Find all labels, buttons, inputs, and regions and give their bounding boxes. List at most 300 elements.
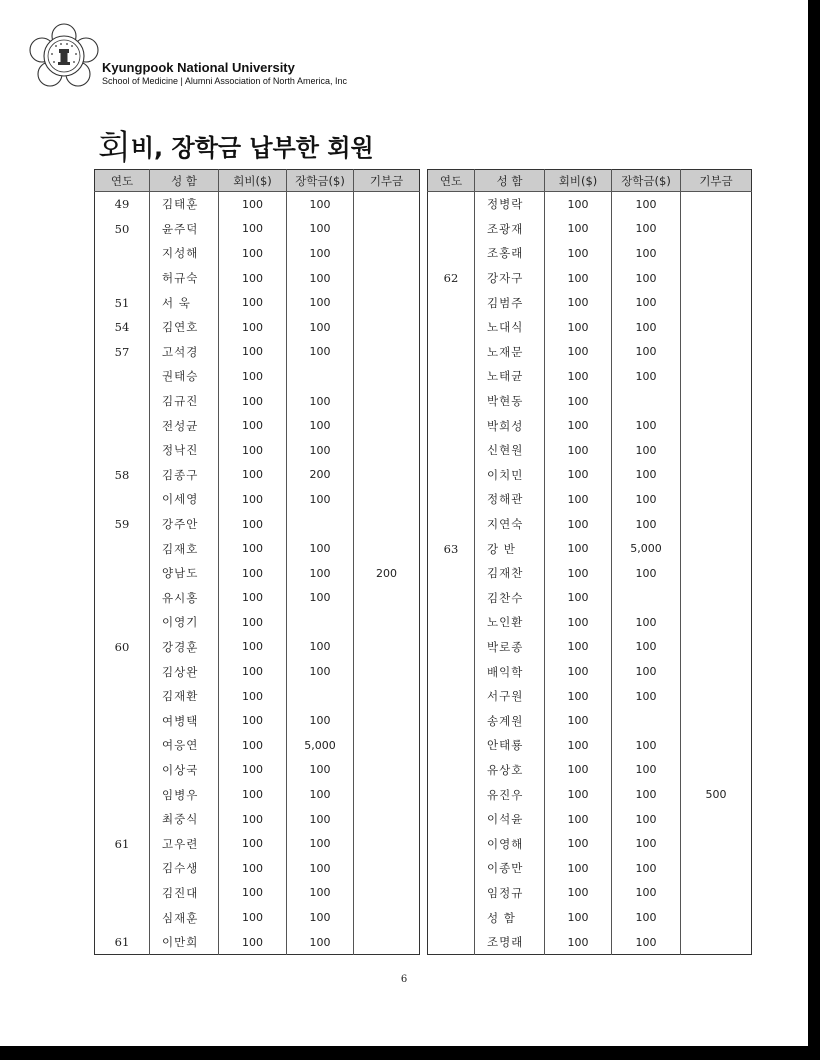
year-cell <box>95 561 150 586</box>
year-cell <box>428 340 475 365</box>
fee-cell: 100 <box>219 758 287 783</box>
donation-cell <box>681 807 752 832</box>
name-cell: 김재호 <box>150 536 219 561</box>
year-cell <box>428 217 475 242</box>
scholarship-cell <box>612 389 681 414</box>
scholarship-cell: 100 <box>287 881 354 906</box>
fee-cell: 100 <box>545 831 612 856</box>
scholarship-cell: 100 <box>287 708 354 733</box>
fee-cell: 100 <box>219 463 287 488</box>
year-cell <box>428 413 475 438</box>
name-cell: 노대식 <box>475 315 545 340</box>
scholarship-cell: 100 <box>612 856 681 881</box>
table-row <box>95 241 420 266</box>
scholarship-cell: 100 <box>287 266 354 291</box>
scholarship-cell: 100 <box>287 315 354 340</box>
name-cell: 여응연 <box>150 733 219 758</box>
table-row <box>428 758 752 783</box>
table-row <box>95 930 420 955</box>
name-cell: 김찬수 <box>475 586 545 611</box>
table-row <box>95 315 420 340</box>
university-name: Kyungpook National University <box>102 60 295 75</box>
table-row <box>95 217 420 242</box>
name-cell: 강 반 <box>475 536 545 561</box>
donation-cell <box>354 758 420 783</box>
fee-cell: 100 <box>219 536 287 561</box>
donation-cell <box>354 364 420 389</box>
scholarship-cell <box>287 364 354 389</box>
fee-cell: 100 <box>545 733 612 758</box>
donation-cell <box>681 758 752 783</box>
fee-cell: 100 <box>219 881 287 906</box>
donation-cell <box>681 217 752 242</box>
scholarship-cell: 100 <box>287 930 354 955</box>
fee-cell: 100 <box>219 241 287 266</box>
col-donation-header: 기부금 <box>354 170 420 192</box>
fee-cell: 100 <box>545 266 612 291</box>
fee-cell: 100 <box>219 659 287 684</box>
scholarship-cell: 100 <box>612 831 681 856</box>
donation-cell <box>681 733 752 758</box>
name-cell: 강경훈 <box>150 635 219 660</box>
scholarship-cell: 100 <box>287 782 354 807</box>
table-row <box>95 659 420 684</box>
fee-cell: 100 <box>545 290 612 315</box>
year-cell <box>428 364 475 389</box>
name-cell: 이세영 <box>150 487 219 512</box>
title-first-char: 회 <box>98 128 131 168</box>
table-row <box>95 586 420 611</box>
donation-cell <box>354 192 420 217</box>
scholarship-cell <box>287 610 354 635</box>
year-cell <box>95 659 150 684</box>
members-table-left <box>94 169 420 955</box>
name-cell: 박로종 <box>475 635 545 660</box>
university-logo-icon <box>28 22 100 88</box>
donation-cell <box>354 315 420 340</box>
scholarship-cell: 100 <box>287 635 354 660</box>
name-cell: 김태훈 <box>150 192 219 217</box>
title-rest: 비, 장학금 납부한 회원 <box>130 134 374 162</box>
donation-cell: 500 <box>681 782 752 807</box>
table-row <box>95 413 420 438</box>
year-cell <box>428 463 475 488</box>
scholarship-cell: 100 <box>612 782 681 807</box>
donation-cell <box>681 364 752 389</box>
col-donation-header: 기부금 <box>681 170 752 192</box>
name-cell: 유진우 <box>475 782 545 807</box>
fee-cell: 100 <box>545 782 612 807</box>
table-row <box>95 758 420 783</box>
year-cell <box>428 315 475 340</box>
table-row <box>428 463 752 488</box>
name-cell: 김수생 <box>150 856 219 881</box>
fee-cell: 100 <box>545 586 612 611</box>
year-cell: 50 <box>114 221 130 236</box>
fee-cell: 100 <box>219 610 287 635</box>
fee-cell: 100 <box>545 536 612 561</box>
donation-cell <box>354 389 420 414</box>
fee-cell: 100 <box>545 438 612 463</box>
name-cell: 양남도 <box>150 561 219 586</box>
table-row <box>95 684 420 709</box>
year-cell <box>428 635 475 660</box>
scholarship-cell: 100 <box>287 389 354 414</box>
scholarship-cell: 100 <box>287 241 354 266</box>
scholarship-cell: 100 <box>287 487 354 512</box>
fee-cell: 100 <box>219 438 287 463</box>
name-cell: 이만희 <box>150 930 219 955</box>
name-cell: 박현동 <box>475 389 545 414</box>
donation-cell <box>681 635 752 660</box>
name-cell: 강자구 <box>475 266 545 291</box>
scholarship-cell: 100 <box>612 217 681 242</box>
name-cell: 전성균 <box>150 413 219 438</box>
table-row <box>428 413 752 438</box>
scholarship-cell <box>287 684 354 709</box>
fee-cell: 100 <box>219 930 287 955</box>
year-cell <box>95 413 150 438</box>
scholarship-cell: 200 <box>287 463 354 488</box>
donation-cell <box>681 438 752 463</box>
name-cell: 이영해 <box>475 831 545 856</box>
donation-cell <box>681 708 752 733</box>
table-row <box>428 487 752 512</box>
donation-cell <box>681 536 752 561</box>
donation-cell <box>354 536 420 561</box>
table-row <box>428 290 752 315</box>
donation-cell <box>681 561 752 586</box>
year-cell <box>428 610 475 635</box>
name-cell: 이치민 <box>475 463 545 488</box>
fee-cell: 100 <box>219 413 287 438</box>
fee-cell: 100 <box>219 512 287 537</box>
name-cell: 노인환 <box>475 610 545 635</box>
donation-cell <box>354 733 420 758</box>
name-cell: 고석경 <box>150 340 219 365</box>
table-row <box>428 733 752 758</box>
fee-cell: 100 <box>219 487 287 512</box>
donation-cell <box>681 192 752 217</box>
name-cell: 정해관 <box>475 487 545 512</box>
year-cell: 61 <box>114 935 130 950</box>
year-cell <box>428 241 475 266</box>
col-scholarship-header: 장학금($) <box>287 170 354 192</box>
name-cell: 조명래 <box>475 930 545 955</box>
year-cell <box>428 586 475 611</box>
scholarship-cell: 100 <box>612 192 681 217</box>
table-row <box>428 536 752 561</box>
year-cell <box>95 536 150 561</box>
table-row <box>95 807 420 832</box>
page-title <box>98 120 374 169</box>
year-cell <box>95 610 150 635</box>
name-cell: 최중식 <box>150 807 219 832</box>
fee-cell: 100 <box>545 905 612 930</box>
table-row <box>428 856 752 881</box>
fee-cell: 100 <box>219 340 287 365</box>
year-cell <box>428 684 475 709</box>
name-cell: 임정규 <box>475 881 545 906</box>
name-cell: 김연호 <box>150 315 219 340</box>
donation-cell <box>681 389 752 414</box>
scholarship-cell: 100 <box>287 192 354 217</box>
table-row <box>428 684 752 709</box>
name-cell: 이석윤 <box>475 807 545 832</box>
table-row <box>428 241 752 266</box>
scholarship-cell <box>287 512 354 537</box>
name-cell: 김범주 <box>475 290 545 315</box>
table-row <box>95 905 420 930</box>
fee-cell: 100 <box>545 389 612 414</box>
name-cell: 김상완 <box>150 659 219 684</box>
name-cell: 노태균 <box>475 364 545 389</box>
year-cell <box>95 708 150 733</box>
members-table-right <box>427 169 752 955</box>
scholarship-cell: 100 <box>287 290 354 315</box>
name-cell: 이영기 <box>150 610 219 635</box>
fee-cell: 100 <box>545 413 612 438</box>
donation-cell <box>354 290 420 315</box>
donation-cell <box>354 586 420 611</box>
donation-cell <box>354 905 420 930</box>
name-cell: 안태룡 <box>475 733 545 758</box>
name-cell: 서 욱 <box>150 290 219 315</box>
donation-cell <box>681 290 752 315</box>
donation-cell <box>681 856 752 881</box>
year-cell <box>428 192 475 217</box>
table-row <box>428 782 752 807</box>
table-row <box>95 831 420 856</box>
name-cell: 지연숙 <box>475 512 545 537</box>
scholarship-cell: 100 <box>612 807 681 832</box>
scholarship-cell <box>612 708 681 733</box>
table-row <box>95 635 420 660</box>
name-cell: 신현원 <box>475 438 545 463</box>
scholarship-cell: 100 <box>612 315 681 340</box>
name-cell: 여병택 <box>150 708 219 733</box>
scholarship-cell: 100 <box>287 217 354 242</box>
year-cell: 63 <box>443 541 459 556</box>
scholarship-cell: 100 <box>612 290 681 315</box>
fee-cell: 100 <box>219 733 287 758</box>
year-cell: 62 <box>443 271 459 286</box>
table-row <box>428 930 752 955</box>
donation-cell <box>354 241 420 266</box>
table-body-right <box>428 192 752 955</box>
year-cell <box>428 512 475 537</box>
donation-cell <box>681 610 752 635</box>
year-cell <box>428 487 475 512</box>
table-row <box>95 610 420 635</box>
fee-cell: 100 <box>219 708 287 733</box>
table-row <box>95 340 420 365</box>
table-row <box>95 782 420 807</box>
name-cell: 이종만 <box>475 856 545 881</box>
col-year-header: 연도 <box>428 170 475 192</box>
fee-cell: 100 <box>219 315 287 340</box>
fee-cell: 100 <box>545 708 612 733</box>
donation-cell <box>681 930 752 955</box>
fee-cell: 100 <box>219 561 287 586</box>
year-cell <box>428 807 475 832</box>
fee-cell: 100 <box>545 340 612 365</box>
table-row <box>95 708 420 733</box>
donation-cell <box>354 340 420 365</box>
table-row <box>428 708 752 733</box>
name-cell: 정병락 <box>475 192 545 217</box>
table-row <box>428 512 752 537</box>
name-cell: 윤주덕 <box>150 217 219 242</box>
scholarship-cell: 100 <box>612 881 681 906</box>
fee-cell: 100 <box>545 561 612 586</box>
donation-cell <box>354 684 420 709</box>
year-cell: 51 <box>114 295 130 310</box>
donation-cell <box>681 586 752 611</box>
scholarship-cell: 100 <box>287 659 354 684</box>
fee-cell: 100 <box>545 758 612 783</box>
year-cell: 60 <box>114 639 130 654</box>
name-cell: 김재환 <box>150 684 219 709</box>
scholarship-cell: 100 <box>612 266 681 291</box>
table-row <box>428 364 752 389</box>
table-row <box>428 217 752 242</box>
fee-cell: 100 <box>545 364 612 389</box>
header <box>28 22 528 92</box>
donation-cell: 200 <box>354 561 420 586</box>
donation-cell <box>681 315 752 340</box>
col-scholarship-header: 장학금($) <box>612 170 681 192</box>
donation-cell <box>681 266 752 291</box>
scholarship-cell: 100 <box>612 758 681 783</box>
name-cell: 이상국 <box>150 758 219 783</box>
year-cell <box>95 856 150 881</box>
fee-cell: 100 <box>219 856 287 881</box>
fee-cell: 100 <box>545 610 612 635</box>
fee-cell: 100 <box>219 266 287 291</box>
year-cell: 57 <box>114 344 130 359</box>
name-cell: 조광재 <box>475 217 545 242</box>
col-year-header: 연도 <box>95 170 150 192</box>
donation-cell <box>354 782 420 807</box>
year-cell: 61 <box>114 836 130 851</box>
donation-cell <box>681 512 752 537</box>
year-cell: 59 <box>114 517 130 532</box>
table-row <box>95 438 420 463</box>
year-cell <box>428 831 475 856</box>
table-row <box>95 561 420 586</box>
table-row <box>428 807 752 832</box>
year-cell <box>95 782 150 807</box>
year-cell <box>95 389 150 414</box>
year-cell <box>95 807 150 832</box>
year-cell <box>428 659 475 684</box>
col-fee-header: 회비($) <box>219 170 287 192</box>
scholarship-cell: 100 <box>287 758 354 783</box>
year-cell <box>428 733 475 758</box>
year-cell <box>428 782 475 807</box>
name-cell: 지성해 <box>150 241 219 266</box>
table-row <box>95 463 420 488</box>
col-fee-header: 회비($) <box>545 170 612 192</box>
scholarship-cell: 5,000 <box>612 536 681 561</box>
name-cell: 임병우 <box>150 782 219 807</box>
scholarship-cell: 100 <box>612 438 681 463</box>
table-row <box>95 364 420 389</box>
fee-cell: 100 <box>219 586 287 611</box>
fee-cell: 100 <box>545 192 612 217</box>
scholarship-cell: 100 <box>612 340 681 365</box>
year-cell <box>95 438 150 463</box>
table-row <box>95 881 420 906</box>
year-cell <box>428 905 475 930</box>
scholarship-cell <box>612 586 681 611</box>
name-cell: 서구원 <box>475 684 545 709</box>
donation-cell <box>354 930 420 955</box>
table-header-row <box>95 170 420 192</box>
year-cell <box>428 561 475 586</box>
donation-cell <box>681 905 752 930</box>
scholarship-cell: 100 <box>612 905 681 930</box>
scholarship-cell: 100 <box>612 364 681 389</box>
scholarship-cell: 100 <box>287 905 354 930</box>
year-cell <box>95 241 150 266</box>
donation-cell <box>681 881 752 906</box>
fee-cell: 100 <box>545 512 612 537</box>
table-row <box>428 659 752 684</box>
donation-cell <box>354 438 420 463</box>
table-row <box>428 635 752 660</box>
col-name-header: 성 함 <box>150 170 219 192</box>
name-cell: 성 함 <box>475 905 545 930</box>
donation-cell <box>354 463 420 488</box>
fee-cell: 100 <box>219 782 287 807</box>
donation-cell <box>681 659 752 684</box>
fee-cell: 100 <box>545 684 612 709</box>
table-row <box>95 536 420 561</box>
scholarship-cell: 100 <box>287 561 354 586</box>
table-row <box>428 905 752 930</box>
year-cell <box>95 364 150 389</box>
name-cell: 심재훈 <box>150 905 219 930</box>
donation-cell <box>354 512 420 537</box>
table-row <box>428 438 752 463</box>
table-row <box>428 610 752 635</box>
scholarship-cell: 100 <box>612 413 681 438</box>
fee-cell: 100 <box>545 487 612 512</box>
name-cell: 김규진 <box>150 389 219 414</box>
scholarship-cell: 100 <box>287 831 354 856</box>
year-cell <box>95 881 150 906</box>
page-number: 6 <box>400 974 408 985</box>
fee-cell: 100 <box>545 856 612 881</box>
fee-cell: 100 <box>545 315 612 340</box>
donation-cell <box>354 659 420 684</box>
year-cell <box>428 930 475 955</box>
table-row <box>95 733 420 758</box>
table-header-row <box>428 170 752 192</box>
name-cell: 고우련 <box>150 831 219 856</box>
col-name-header: 성 함 <box>475 170 545 192</box>
donation-cell <box>681 413 752 438</box>
scholarship-cell: 100 <box>612 733 681 758</box>
table-row <box>428 881 752 906</box>
table-row <box>428 340 752 365</box>
table-row <box>95 487 420 512</box>
table-row <box>428 831 752 856</box>
name-cell: 정낙진 <box>150 438 219 463</box>
table-row <box>95 290 420 315</box>
